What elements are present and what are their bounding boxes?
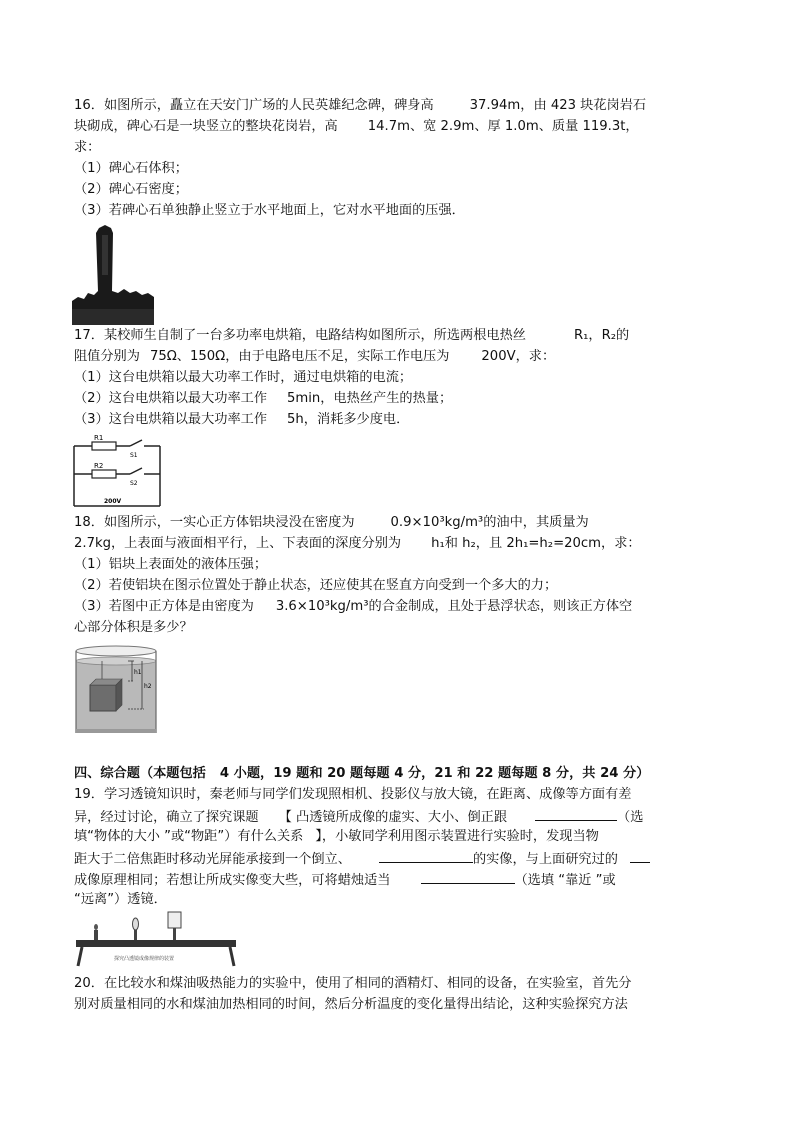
q16-sub-1: （1）碑心石体积； <box>74 161 188 176</box>
candle <box>94 930 98 940</box>
answer-blank-2[interactable] <box>379 848 473 863</box>
q16-sub-3: （3）若碑心石单独静止竖立于水平地面上，它对水平地面的压强． <box>74 203 465 218</box>
q19-line-5: 成像原理相同；若想让所成实像变大些，可将蜡烛适当 （选填 “靠近 ”或 <box>74 869 616 891</box>
q20-line-1: 20．在比较水和煤油吸热能力的实验中，使用了相同的酒精灯、相同的设备，在实验室，首先分 <box>74 976 632 991</box>
beaker-figure <box>72 643 162 737</box>
q16-line-3: 求： <box>74 140 101 155</box>
label-r1: R1 <box>94 434 104 442</box>
q18-sub-2: （2）若使铝块在图示位置处于静止状态，还应使其在竖直方向受到一个多大的力； <box>74 578 558 593</box>
q19-line-3: 填“物体的大小 ”或“物距”）有什么关系 】，小敏同学利用图示装置进行实验时，发现当物 <box>74 829 599 844</box>
q16-line-2: 块砌成，碑心石是一块竖立的整块花岗岩，高 14.7m、宽 2.9m、厚 1.0m、质量 119.3t， <box>74 119 639 134</box>
q17-line-1: 17．某校师生自制了一台多功率电烘箱，电路结构如图所示，所选两根电热丝 R₁，R₂的 <box>74 328 630 343</box>
q18-line-1: 18．如图所示，一实心正方体铝块浸没在密度为 0.9×10³kg/m³的油中，其质量为 <box>74 515 589 530</box>
monument-photo <box>72 223 154 325</box>
q18-line-2: 2.7kg，上表面与液面相平行，上、下表面的深度分别为 h₁和 h₂，且 2h₁=h₂=20cm，求： <box>74 536 641 551</box>
label-voltage: 200V <box>104 498 122 505</box>
answer-blank-4[interactable] <box>421 869 515 884</box>
q19-line-6: “远离”）透镜． <box>74 892 167 907</box>
bench-rail <box>76 940 236 947</box>
resistor-r1 <box>92 442 116 450</box>
label-s1: S1 <box>130 452 138 459</box>
q17-sub-1: （1）这台电烘箱以最大功率工作时，通过电烘箱的电流； <box>74 370 413 385</box>
label-r2: R2 <box>94 462 104 470</box>
label-s2: S2 <box>130 480 138 487</box>
screen <box>168 912 181 928</box>
section4-title: 四、综合题（本题包括 4 小题，19 题和 20 题每题 4 分，21 和 22 题每题 8 分，共 24 分） <box>74 766 650 781</box>
q18-sub-3-cont: 心部分体积是多少？ <box>74 620 193 635</box>
cube <box>90 685 116 711</box>
label-h2: h2 <box>144 683 152 690</box>
circuit-diagram <box>72 432 164 510</box>
q20-line-2: 别对质量相同的水和煤油加热相同的时间，然后分析温度的变化量得出结论，这种实验探究方法 <box>74 997 628 1012</box>
q18-sub-1: （1）铝块上表面处的液体压强； <box>74 557 268 572</box>
q19-line-2: 异，经过讨论，确立了探究课题 【 凸透镜所成像的虚实、大小、倒正跟 （选 <box>74 806 643 828</box>
q17-sub-3: （3）这台电烘箱以最大功率工作 5h，消耗多少度电． <box>74 412 410 427</box>
resistor-r2 <box>92 470 116 478</box>
answer-blank-3[interactable] <box>630 848 650 863</box>
q19-line-4: 距大于二倍焦距时移动光屏能承接到一个倒立、 的实像，与上面研究过的 <box>74 848 650 870</box>
q16-sub-2: （2）碑心石密度； <box>74 182 188 197</box>
optical-bench-figure <box>72 910 240 968</box>
label-h1: h1 <box>134 669 142 676</box>
answer-blank-1[interactable] <box>535 806 617 821</box>
bench-caption: 探究凸透镜成像规律的装置 <box>114 956 175 962</box>
q19-line-1: 19．学习透镜知识时，秦老师与同学们发现照相机、投影仪与放大镜，在距离、成像等方面有差 <box>74 787 632 802</box>
lens <box>133 918 139 930</box>
q18-sub-3: （3）若图中正方体是由密度为 3.6×10³kg/m³的合金制成，且处于悬浮状态，则该正方体空 <box>74 599 633 614</box>
q17-sub-2: （2）这台电烘箱以最大功率工作 5min，电热丝产生的热量； <box>74 391 453 406</box>
q17-line-2: 阻值分别为 75Ω、150Ω，由于电路电压不足，实际工作电压为 200V，求： <box>74 349 556 364</box>
q16-line-1: 16．如图所示，矗立在天安门广场的人民英雄纪念碑，碑身高 37.94m，由 423 块花岗岩石 <box>74 98 647 113</box>
